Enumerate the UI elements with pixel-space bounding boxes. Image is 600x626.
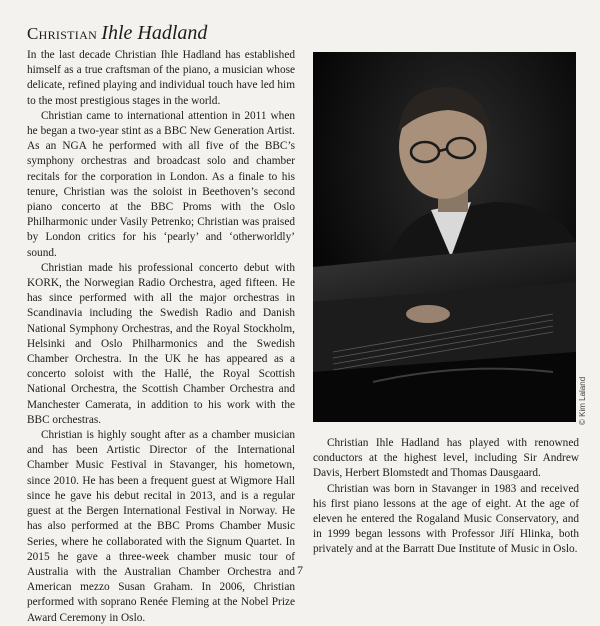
bio-paragraph-6: Christian was born in Stavanger in 1983 and received his first piano lessons at the age of eight. At the age of eleven he entered the Rogaland Music Conservatory, and in 1999 began lessons with Professor Jiří Hlinka, both privately and at the Barratt Due Institute of Music in Oslo.: [313, 482, 579, 556]
bio-paragraph-3: Christian made his professional concerto debut with KORK, the Norwegian Radio Orchestra, aged fifteen. He has since performed with all the major orchestras in Scandinavia including the Swedish Radio and Danish National Symphony Orchestras, and the Royal Stockholm, Helsinki and Oslo Philharmonics and the Swedish Chamber Orchestra. In the UK he has appeared as a concerto soloist with the Hallé, the Royal Scottish National Orchestra, the Scottish Chamber Orchestra and Manchester Camerata, in addition to his work with the BBC orchestras.: [27, 261, 295, 426]
page-title: [27, 22, 207, 45]
bio-paragraph-1: In the last decade Christian Ihle Hadland has established himself as a true craftsman of the piano, a musician whose delicate, refined playing and individual touch have led him to the most prestigious stages in the world.: [27, 49, 295, 107]
title-first-name: Christian: [27, 24, 98, 43]
bio-paragraph-2: Christian came to international attention in 2011 when he began a two-year stint as a BBC New Generation Artist. As an NGA he performed with all five of the BBC’s symphony orchestras and broadcast solo and chamber recitals for the corporation in London. As a finale to his tenure, Christian was the soloist in Beethoven’s second piano concerto at the BBC Proms with the Oslo Philharmonic under Vasily Petrenko; Christian was praised by London critics for his ‘pearly’ and ‘otherworldly’ sound.: [27, 109, 295, 259]
bio-paragraph-5: Christian Ihle Hadland has played with renowned conductors at the highest level, including Sir Andrew Davis, Herbert Blomstedt and Thomas Dausgaard.: [313, 437, 579, 480]
page-number: 7: [297, 563, 303, 577]
title-last-name: Ihle Hadland: [101, 22, 208, 44]
photo-credit: © Kim Laland: [578, 376, 587, 425]
biography-right-column: [313, 436, 579, 558]
bio-paragraph-4: Christian is highly sought after as a chamber musician and has been Artistic Director of the International Chamber Music Festival in Stavanger, his hometown, since 2010. He has been a frequent guest at Wigmore Hall since he gave his debut recital in 2013, and is a regular guest at the Bergen International Festival in Norway. He has also performed at the BBC Proms Chamber Music Series, where he collaborated with the Signum Quartet. In 2015 he gave a three-week chamber music tour of Australia with the Australian Chamber Orchestra and American mezzo Susan Graham. In 2006, Christian performed with soprano Renée Fleming at the Nobel Prize Award Ceremony in Oslo.: [27, 429, 295, 624]
biography-left-column: [27, 48, 295, 626]
pianist-photo: [313, 52, 576, 422]
